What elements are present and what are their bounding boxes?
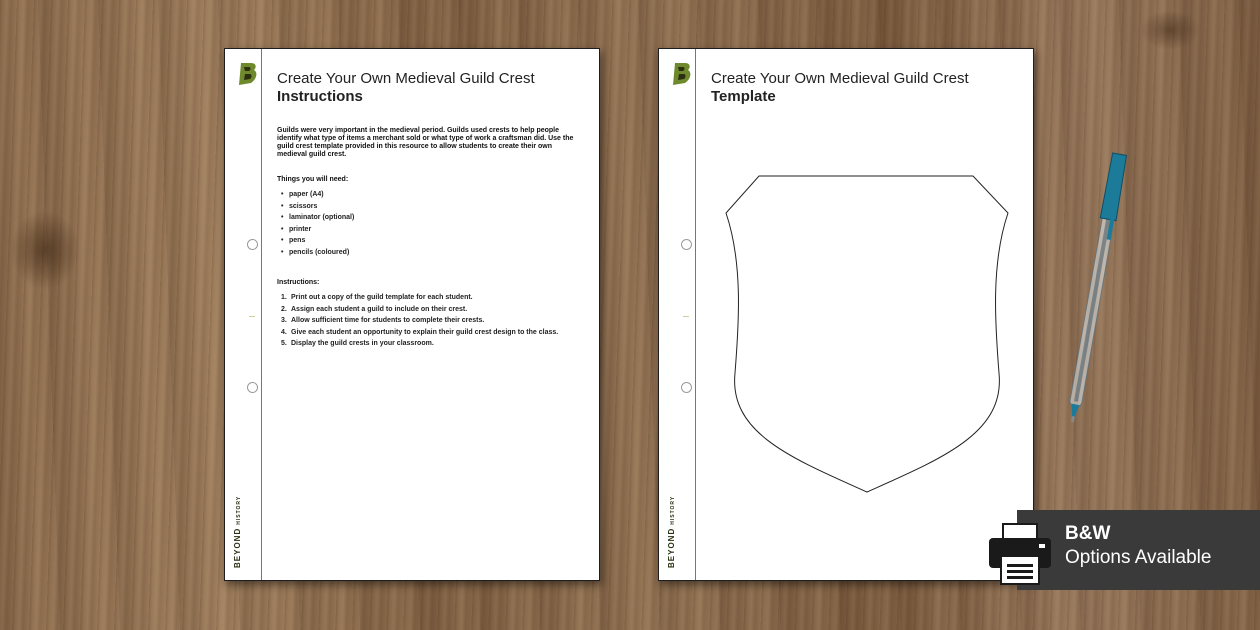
side-brand-sub: HISTORY [670,495,676,525]
page-subtitle: Template [711,88,776,105]
list-item: • pencils (coloured) [281,247,354,259]
bw-options-badge [1017,510,1260,590]
step-number: 4. [281,328,287,336]
wood-knot [1140,10,1200,50]
need-list [281,189,354,258]
side-brand [667,484,687,568]
side-brand [233,484,253,568]
step-text: Print out a copy of the guild template for each student. [291,294,473,301]
page-title: Create Your Own Medieval Guild Crest [277,70,535,87]
list-item [281,304,558,316]
step-number: 1. [281,294,287,301]
list-item [281,292,558,304]
page-subtitle: Instructions [277,88,363,105]
beyond-logo-icon [671,61,693,87]
template-sheet [658,48,1034,581]
intro-paragraph: Guilds were very important in the medieval period. Guilds used crests to help people identify what type of items a merchant sold or what type of work a craftsman did. Use the guild crest template provided in this resource to allow students to create their own medieval guild crest. [277,127,574,158]
badge-line2: Options Available [1065,547,1212,568]
instructions-sheet [224,48,600,581]
list-item: • paper (A4) [281,189,354,201]
side-brand-sub: HISTORY [236,495,242,525]
list-item: • laminator (optional) [281,212,354,224]
side-brand-main: BEYOND [233,527,242,568]
step-text: Display the guild crests in your classroom. [291,340,434,347]
list-item [281,338,558,350]
badge-text [1065,522,1211,570]
list-item: • scissors [281,201,354,213]
step-text: Assign each student a guild to include on their crest. [291,305,468,313]
fold-mark [249,316,255,317]
list-item [281,327,558,339]
list-item: • pens [281,235,354,247]
step-number: 2. [281,305,287,313]
list-item: • printer [281,224,354,236]
need-heading: Things you will need: [277,176,349,183]
step-text: Allow sufficient time for students to complete their crests. [291,317,485,324]
step-text: Give each student an opportunity to explain their guild crest design to the class. [291,328,559,336]
step-number: 3. [281,317,287,324]
binding-line [695,49,696,580]
beyond-logo-icon [237,61,259,87]
list-item [281,315,558,327]
step-number: 5. [281,340,287,347]
fold-mark [683,316,689,317]
side-brand-main: BEYOND [667,527,676,568]
instructions-heading: Instructions: [277,279,320,286]
punch-hole [681,239,692,250]
punch-hole [247,382,258,393]
crest-outline [723,173,1011,495]
wood-knot [10,210,80,290]
pen-icon [1060,148,1130,428]
punch-hole [681,382,692,393]
instructions-list [281,292,558,350]
binding-line [261,49,262,580]
page-title: Create Your Own Medieval Guild Crest [711,70,969,87]
badge-line1: B&W [1065,523,1111,544]
printer-icon [985,522,1055,586]
punch-hole [247,239,258,250]
